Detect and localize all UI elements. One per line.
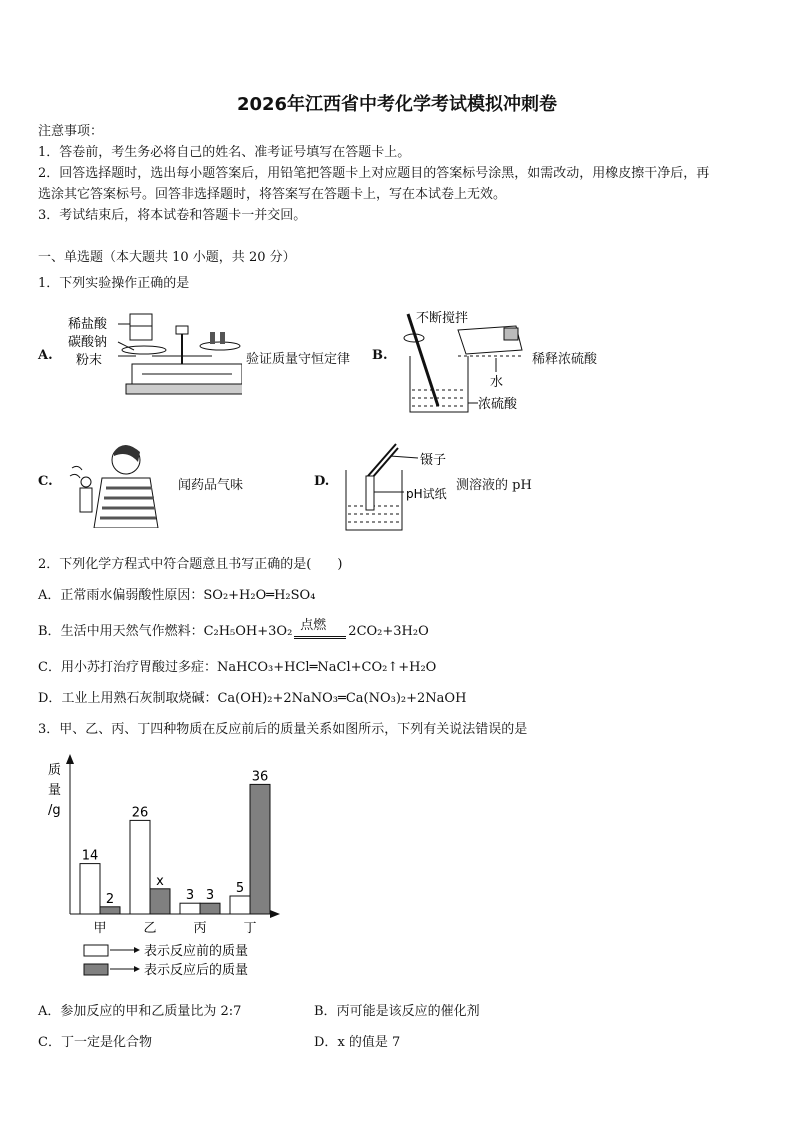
q3-option-b-text: 丙可能是该反应的催化剂 [336,1004,480,1019]
q3-option-d-letter: D． [314,1035,338,1050]
data-label-before-2: 26 [131,805,149,821]
legend-swatch-after [84,964,108,975]
bar-after-2 [150,889,170,914]
bar-after-3 [200,903,220,914]
label-powder: 粉末 [76,353,103,368]
q2-option-d-text: 工业上用熟石灰制取烧碱：Ca(OH)₂+2NaNO₃═Ca(NO₃)₂+2NaOH [61,691,467,706]
q2-option-d [38,687,466,706]
notice-item-1: 1．答卷前，考生务必将自己的姓名、准考证号填写在答题卡上。 [38,145,411,160]
data-label-after-1: 2 [105,891,115,907]
y-axis-label-2: 量 [48,783,62,798]
q1-option-a-text: 验证质量守恒定律 [246,352,351,367]
q3-option-d-text: x 的值是 7 [337,1035,401,1050]
q3-option-d [314,1031,400,1050]
data-label-before-3: 3 [185,888,195,904]
data-label-after-3: 3 [205,888,215,904]
reaction-condition: 点燃 [300,618,327,633]
q2-option-a-letter: A． [38,588,61,603]
label-dilute-hcl: 稀盐酸 [68,317,108,332]
y-axis-arrow [66,754,74,764]
y-axis-label-1: 质 [48,763,62,778]
q3-option-c-letter: C． [38,1035,61,1050]
legend-swatch-before [84,945,108,956]
q2-option-b-letter: B． [38,624,61,639]
q2-option-c-letter: C． [38,660,61,675]
page-title: 2026年江西省中考化学考试模拟冲刺卷 [236,94,558,115]
label-water: 水 [490,375,504,390]
bar-before-3 [180,903,200,914]
q3-option-a-letter: A． [38,1004,61,1019]
category-label-1: 甲 [93,921,107,936]
q3-option-a [38,1000,241,1019]
q1-option-b-letter: B. [372,348,388,363]
x-axis-arrow [270,910,280,918]
label-ph-paper: pH试纸 [406,487,447,501]
label-conc-acid: 浓硫酸 [478,397,518,412]
dilution-illustration [396,306,528,418]
q1-option-c-letter: C. [38,474,53,489]
ph-illustration [340,442,460,534]
q2-option-a-text: 正常雨水偏弱酸性原因：SO₂+H₂O═H₂SO₄ [60,588,316,603]
balance-illustration [62,306,242,406]
q3-option-c-text: 丁一定是化合物 [60,1035,152,1050]
notice-item-2-cont: 选涂其它答案标号。回答非选择题时，将答案写在答题卡上，写在本试卷上无效。 [38,187,507,202]
q3-option-a-text: 参加反应的甲和乙质量比为 2:7 [60,1004,242,1019]
data-label-before-4: 5 [235,881,245,896]
data-label-after-2: x [156,873,164,889]
question-1-stem: 1．下列实验操作正确的是 [38,276,190,291]
bar-before-1 [80,864,100,914]
q3-option-b [314,1000,480,1019]
question-3-stem: 3．甲、乙、丙、丁四种物质在反应前后的质量关系如图所示，下列有关说法错误的是 [38,722,528,737]
q2-option-c [38,656,436,675]
data-label-before-1: 14 [81,848,99,864]
bar-after-4 [250,784,270,914]
smell-illustration [66,438,162,528]
category-label-4: 丁 [243,921,257,936]
bar-after-1 [100,907,120,914]
legend-label-before: 表示反应前的质量 [144,944,249,959]
q2-option-b [38,620,429,639]
data-label-after-4: 36 [251,769,269,785]
q2-option-b-text-before: 生活中用天然气作燃料：C₂H₅OH+3O₂ [60,624,293,639]
q1-option-b-text: 稀释浓硫酸 [532,352,598,367]
bar-before-2 [130,820,150,914]
question-2-stem: 2．下列化学方程式中符合题意且书写正确的是( ) [38,557,343,572]
label-sodium-carbonate: 碳酸钠 [68,335,108,350]
section-heading: 一、单选题（本大题共 10 小题，共 20 分） [38,250,296,265]
q1-option-c-text: 闻药品气味 [178,478,244,493]
q2-option-d-letter: D． [38,691,62,706]
category-label-3: 丙 [193,921,207,936]
reaction-condition-arrow [294,618,346,639]
label-tweezers: 镊子 [420,453,447,468]
q3-option-c [38,1031,152,1050]
category-label-2: 乙 [143,921,157,936]
notice-heading: 注意事项： [38,124,104,139]
y-axis-label-3: /g [48,803,61,818]
notice-item-3: 3．考试结束后，将本试卷和答题卡一并交回。 [38,208,307,223]
q3-option-b-letter: B． [314,1004,337,1019]
mass-bar-chart [40,752,300,984]
q2-option-c-text: 用小苏打治疗胃酸过多症：NaHCO₃+HCl═NaCl+CO₂↑+H₂O [60,660,437,675]
bar-before-4 [230,896,250,914]
q1-option-d-text: 测溶液的 pH [456,478,532,493]
q1-option-a-letter: A. [38,348,53,363]
q2-option-b-text-after: 2CO₂+3H₂O [348,624,429,639]
q2-option-a [38,584,315,603]
legend-label-after: 表示反应后的质量 [144,963,249,978]
notice-item-2: 2．回答选择题时，选出每小题答案后，用铅笔把答题卡上对应题目的答案标号涂黑，如需改动，用橡皮擦干净后，再 [38,166,710,181]
label-stir: 不断搅拌 [416,311,469,326]
q1-option-d-letter: D. [314,474,330,489]
